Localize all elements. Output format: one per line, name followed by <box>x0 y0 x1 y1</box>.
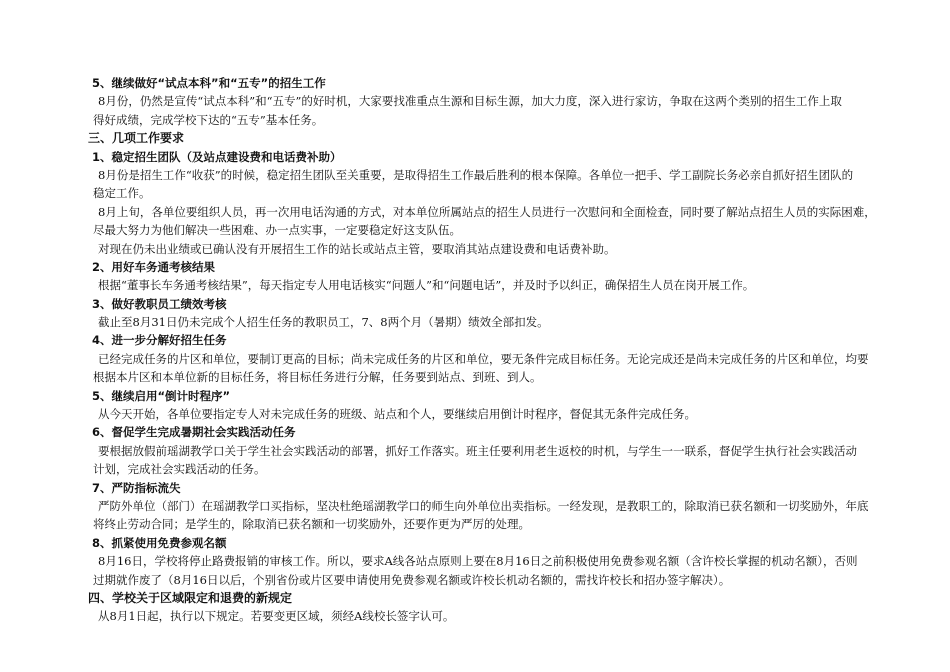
section-heading: 7、严防指标流失 <box>92 480 181 495</box>
section-heading: 4、进一步分解好招生任务 <box>92 333 227 348</box>
paragraph-line: 8月份，仍然是宣传“试点本科”和“五专”的好时机，大家要找准重点生源和目标生源，加大力度，深入进行家访，争取在这两个类别的招生工作上取 <box>98 94 842 109</box>
chapter-heading: 四、学校关于区域限定和退费的新规定 <box>88 590 293 605</box>
paragraph-line: 截止至8月31日仍未完成个人招生任务的教职员工，7、8两个月（暑期）绩效全部扣发。 <box>98 315 549 330</box>
paragraph-line: 要根据放假前瑶湖教学口关于学生社会实践活动的部署，抓好工作落实。班主任要利用老生返校的时机，与学生一一联系，督促学生执行社会实践活动 <box>98 443 857 458</box>
paragraph-line: 从今天开始，各单位要指定专人对未完成任务的班级、站点和个人，要继续启用倒计时程序，督促其无条件完成任务。 <box>98 407 696 422</box>
section-heading: 1、稳定招生团队（及站点建设费和电话费补助） <box>92 149 342 164</box>
section-heading: 2、用好车务通考核结果 <box>92 259 216 274</box>
paragraph-line: 尽最大努力为他们解决一些困难、办一点实事，一定要稳定好这支队伍。 <box>93 223 461 238</box>
section-heading: 3、做好教职员工绩效考核 <box>92 296 227 311</box>
section-heading: 5、继续启用“倒计时程序” <box>92 388 231 403</box>
paragraph-line: 将终止劳动合同；是学生的，除取消已获名额和一切奖励外，还要作更为严厉的处理。 <box>93 517 530 532</box>
document-page <box>88 74 888 626</box>
paragraph-line: 严防外单位（部门）在瑶湖教学口买指标，坚决杜绝瑶湖教学口的师生向外单位出卖指标。一经发现，是教职工的，除取消已获名额和一切奖励外，年底 <box>98 498 869 513</box>
paragraph-line: 计划，完成社会实践活动的任务。 <box>93 462 266 477</box>
section-heading: 6、督促学生完成暑期社会实践活动任务 <box>92 425 296 440</box>
paragraph-line: 得好成绩，完成学校下达的“五专”基本任务。 <box>93 112 324 127</box>
paragraph-line: 已经完成任务的片区和单位，要制订更高的目标；尚未完成任务的片区和单位，要无条件完成目标任务。无论完成还是尚未完成任务的片区和单位，均要 <box>98 351 869 366</box>
paragraph-line: 8月份是招生工作“收获”的时候，稳定招生团队至关重要，是取得招生工作最后胜利的根本保障。各单位一把手、学工副院长务必亲自抓好招生团队的 <box>98 167 854 182</box>
chapter-heading: 三、几项工作要求 <box>88 131 185 146</box>
paragraph-line: 8月16日，学校将停止路费报销的审核工作。所以，要求A线各站点原则上要在8月16日之前积极使用免费参观名额（含许校长掌握的机动名额），否则 <box>98 554 858 569</box>
paragraph-line: 过期就作废了（8月16日以后，个别省份或片区要申请使用免费参观名额或许校长机动名额的，需找许校长和招办签字解决）。 <box>93 572 731 587</box>
paragraph-line: 对现在仍未出业绩或已确认没有开展招生工作的站长或站点主管，要取消其站点建设费和电话费补助。 <box>98 241 616 256</box>
paragraph-line: 从8月1日起，执行以下规定。若要变更区域，须经A线校长签字认可。 <box>98 609 455 624</box>
section-heading: 8、抓紧使用免费参观名额 <box>92 535 227 550</box>
paragraph-line: 稳定工作。 <box>93 186 151 201</box>
section-heading: 5、继续做好“试点本科”和“五专”的招生工作 <box>92 76 326 90</box>
paragraph-line: 根据本片区和本单位新的目标任务，将目标任务进行分解，任务要到站点、到班、到人。 <box>93 370 542 385</box>
paragraph-line: 根据“董事长车务通考核结果”，每天指定专人用电话核实“问题人”和“问题电话”，并及时予以纠正，确保招生人员在岗开展工作。 <box>98 278 755 293</box>
paragraph-line: 8月上旬，各单位要组织人员，再一次用电话沟通的方式，对本单位所属站点的招生人员进行一次慰问和全面检查，同时要了解站点招生人员的实际困难， <box>98 204 876 219</box>
